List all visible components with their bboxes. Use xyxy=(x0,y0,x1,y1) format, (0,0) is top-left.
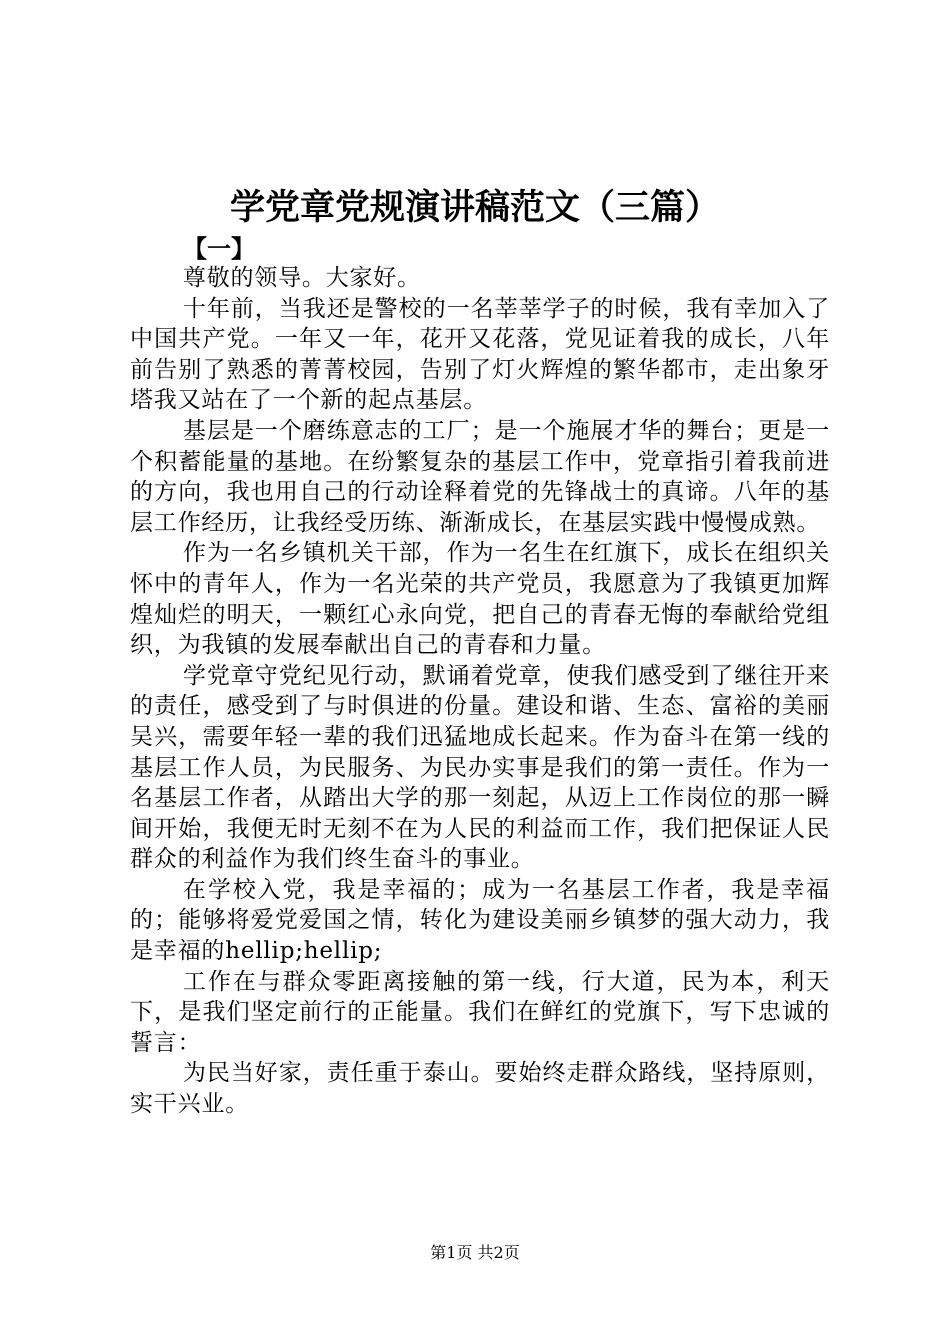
paragraph: 为民当好家，责任重于泰山。要始终走群众路线，坚持原则，实干兴业。 xyxy=(130,1060,830,1118)
paragraph: 工作在与群众零距离接触的第一线，行大道，民为本，利天下，是我们坚定前行的正能量。我们在鲜红的党旗下，写下忠诚的誓言： xyxy=(130,968,830,1056)
paragraph-greeting: 尊敬的领导。大家好。 xyxy=(182,265,421,291)
section-marker: 【一】 xyxy=(183,234,255,263)
paragraph: 作为一名乡镇机关干部，作为一名生在红旗下，成长在组织关怀中的青年人，作为一名光荣的共产党员，我愿意为了我镇更加辉煌灿烂的明天，一颗红心永向党，把自己的青春无悔的奉献给党组织，为我镇的发展奉献出自己的青春和力量。 xyxy=(130,540,830,659)
document-title: 学党章党规演讲稿范文（三篇） xyxy=(229,187,720,228)
paragraph: 十年前，当我还是警校的一名莘莘学子的时候，我有幸加入了中国共产党。一年又一年，花开又花落，党见证着我的成长，八年前告别了熟悉的菁菁校园，告别了灯火辉煌的繁华都市，走出象牙塔我又站在了一个新的起点基层。 xyxy=(130,295,830,414)
paragraph: 基层是一个磨练意志的工厂；是一个施展才华的舞台；更是一个积蓄能量的基地。在纷繁复杂的基层工作中，党章指引着我前进的方向，我也用自己的行动诠释着党的先锋战士的真谛。八年的基层工作经历，让我经受历练、渐渐成长，在基层实践中慢慢成熟。 xyxy=(130,417,830,536)
document-body xyxy=(130,263,830,1120)
paragraph: 学党章守党纪见行动，默诵着党章，使我们感受到了继往开来的责任，感受到了与时俱进的份量。建设和谐、生态、富裕的美丽吴兴，需要年轻一辈的我们迅猛地成长起来。作为奋斗在第一线的基层工作人员，为民服务、为民办实事是我们的第一责任。作为一名基层工作者，从踏出大学的那一刻起，从迈上工作岗位的那一瞬间开始，我便无时无刻不在为人民的利益而工作，我们把保证人民群众的利益作为我们终生奋斗的事业。 xyxy=(130,662,830,873)
paragraph: 在学校入党，我是幸福的；成为一名基层工作者，我是幸福的；能够将爱党爱国之情，转化为建设美丽乡镇梦的强大动力，我是幸福的hellip;hellip; xyxy=(130,876,830,965)
page-footer: 第1页 共2页 xyxy=(430,1243,520,1262)
